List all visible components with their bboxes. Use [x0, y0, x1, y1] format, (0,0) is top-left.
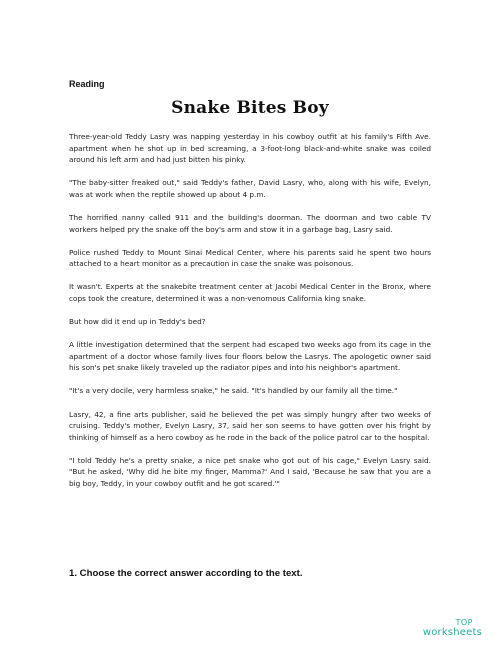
section-label: Reading [69, 79, 105, 89]
paragraph: But how did it end up in Teddy's bed? [69, 317, 206, 327]
paragraph: Police rushed Teddy to Mount Sinai Medical Center, where his parents said he spent two hours attached to a heart monitor as a precaution in case the snake was poisonous. [69, 247, 431, 269]
question-heading: 1. Choose the correct answer according to the text. [69, 568, 303, 579]
page-title: Snake Bites Boy [171, 98, 329, 118]
logo-worksheets-text: worksheets [422, 627, 482, 638]
article-body [69, 131, 431, 501]
paragraph: Lasry, 42, a fine arts publisher, said he believed the pet was simply hungry after two weeks of cruising. Teddy's mother, Evelyn Lasry, 37, said her son seems to have gotten over his fright by thinking of himself as a hero cowboy as he rode in the back of the police patrol car to the hospital. [69, 409, 431, 442]
paragraph: It wasn't. Experts at the snakebite treatment center at Jacobi Medical Center in the Bronx, where cops took the creature, determined it was a non-venomous California king snake. [69, 282, 431, 303]
topworksheets-logo [423, 619, 482, 638]
paragraph: A little investigation determined that the serpent had escaped two weeks ago from its cage in the apartment of a doctor whose family lives four floors below the Lasrys. The apologetic owner said his son's pet snake likely traveled up the radiator pipes and into his neighbor's apartment. [69, 340, 431, 373]
paragraph: Three-year-old Teddy Lasry was napping yesterday in his cowboy outfit at his family's Fifth Ave. apartment when he shot up in bed screaming, a 3-foot-long black-and-white snake was coiled around his left arm and had just bitten his pinky. [69, 132, 431, 165]
paragraph: The horrified nanny called 911 and the building's doorman. The doorman and two cable TV workers helped pry the snake off the boy's arm and stow it in a garbage bag, Lasry said. [69, 212, 431, 234]
paragraph: "The baby-sitter freaked out," said Teddy's father, David Lasry, who, along with his wife, Evelyn, was at work when the reptile showed up about 4 p.m. [69, 178, 431, 199]
paragraph: "It's a very docile, very harmless snake," he said. "It's handled by our family all the time." [69, 386, 398, 396]
logo-top-text: TOP [455, 618, 473, 627]
paragraph: "I told Teddy he's a pretty snake, a nice pet snake who got out of his cage," Evelyn Lasry said. "But he asked, 'Why did he bite my finger, Mamma?' And I said, 'Because he saw that you are a big boy, Teddy, in your cowboy outfit and he got scared.'" [69, 455, 431, 488]
